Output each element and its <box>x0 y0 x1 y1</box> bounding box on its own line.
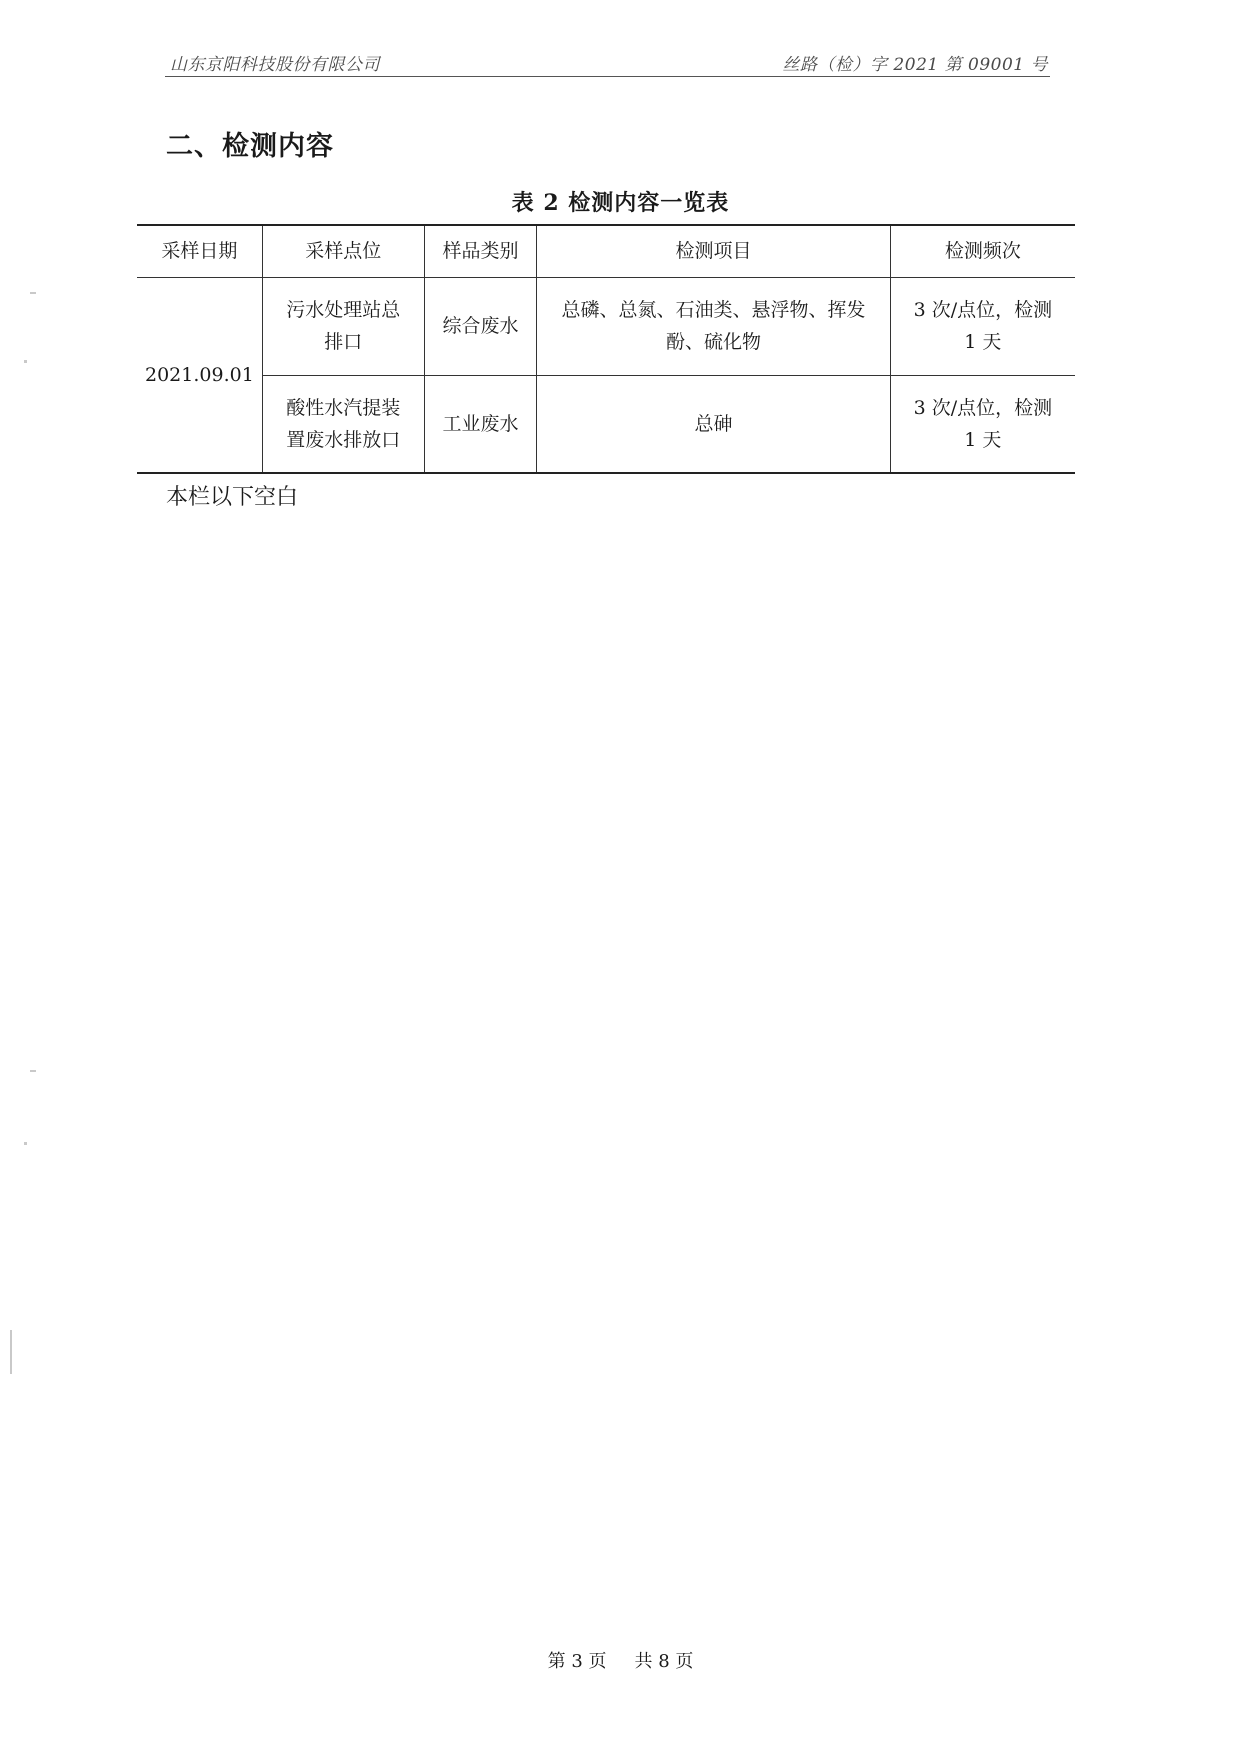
page-total: 共 8 页 <box>634 1651 694 1672</box>
detection-items: 总砷 <box>537 375 890 473</box>
sample-category: 工业废水 <box>424 375 537 473</box>
detection-content-table <box>137 224 1075 474</box>
section-title: 二、检测内容 <box>166 131 334 162</box>
blank-below-note: 本栏以下空白 <box>166 485 299 510</box>
sampling-location: 污水处理站总排口 <box>262 277 424 375</box>
col-header-frequency: 检测频次 <box>890 225 1075 277</box>
col-header-items: 检测项目 <box>537 225 890 277</box>
header-divider <box>165 76 1050 77</box>
sampling-date: 2021.09.01 <box>137 277 262 473</box>
scan-mark <box>10 1330 12 1374</box>
scan-mark <box>30 292 36 294</box>
col-header-location: 采样点位 <box>262 225 424 277</box>
table-row <box>137 375 1075 473</box>
page-number: 第 3 页 <box>547 1651 607 1672</box>
col-header-category: 样品类别 <box>424 225 537 277</box>
header-report-number: 丝路（检）字 2021 第 09001 号 <box>782 55 1048 75</box>
table-row <box>137 277 1075 375</box>
detection-frequency: 3 次/点位，检测 1 天 <box>890 375 1075 473</box>
detection-frequency: 3 次/点位，检测 1 天 <box>890 277 1075 375</box>
scan-mark <box>24 360 27 363</box>
table-caption: 表 2 检测内容一览表 <box>511 190 730 216</box>
header-company: 山东京阳科技股份有限公司 <box>170 55 380 75</box>
sampling-location: 酸性水汽提装置废水排放口 <box>262 375 424 473</box>
table-header-row <box>137 225 1075 277</box>
scan-mark <box>24 1142 27 1145</box>
scan-mark <box>30 1070 36 1072</box>
col-header-date: 采样日期 <box>137 225 262 277</box>
sample-category: 综合废水 <box>424 277 537 375</box>
detection-items: 总磷、总氮、石油类、悬浮物、挥发酚、硫化物 <box>537 277 890 375</box>
page-footer <box>0 1647 1241 1673</box>
